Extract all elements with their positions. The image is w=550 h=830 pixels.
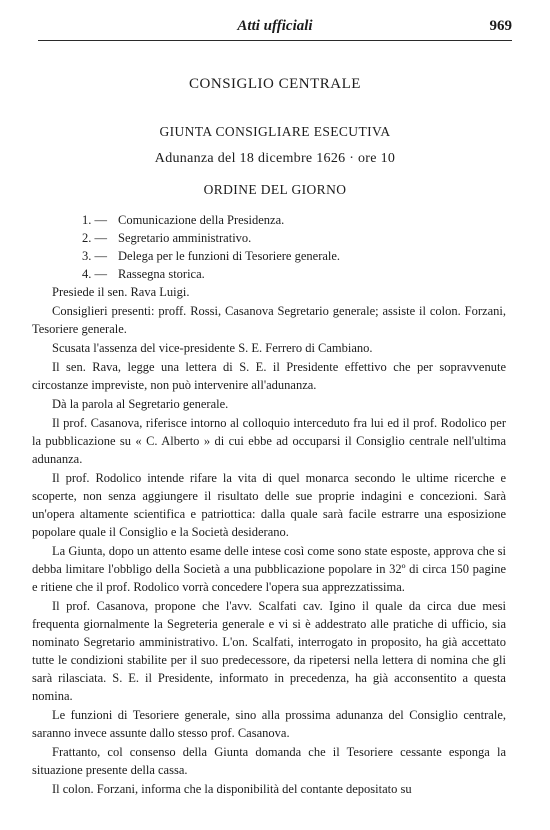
paragraph-floor: Dà la parola al Segretario generale. bbox=[52, 397, 229, 411]
agenda-item-text: Comunicazione della Presidenza. bbox=[118, 213, 285, 227]
document-title: CONSIGLIO CENTRALE bbox=[189, 76, 361, 92]
agenda-item-number: 2. — bbox=[82, 231, 107, 245]
paragraph-colloquio: Il prof. Casanova, riferisce intorno al colloquio interceduto fra lui ed il prof. Rodolico per la pubblicazione su « C. Alberto » di cui ebbe ad occuparsi il Consiglio centrale nell'ultima adunanza. bbox=[32, 416, 506, 466]
agenda-item-number: 4. — bbox=[82, 267, 107, 281]
agenda-item-text: Rassegna storica. bbox=[118, 267, 205, 281]
paragraph-letter: Il sen. Rava, legge una lettera di S. E. il Presidente effettivo che per sopravvenute circostanze impreviste, non può intervenire all'adunanza. bbox=[32, 360, 506, 392]
agenda-list bbox=[82, 211, 340, 283]
agenda-item-text: Delega per le funzioni di Tesoriere generale. bbox=[118, 249, 341, 263]
paragraph-rodolico: Il prof. Rodolico intende rifare la vita di quel monarca secondo le ultime ricerche e scoperte, non senza aggiungere il risultato delle sue proprie indagini e concezioni. Sarà un'opera altamente scientifica e patriottica: dalla quale sarà facile estrarre una esposizione popolare quale il Consiglio e la Società desiderano. bbox=[32, 471, 506, 539]
paragraph-presiding: Presiede il sen. Rava Luigi. bbox=[52, 285, 190, 299]
agenda-item-number: 3. — bbox=[82, 249, 107, 263]
paragraph-absence: Scusata l'assenza del vice-presidente S. E. Ferrero di Cambiano. bbox=[52, 341, 373, 355]
paragraph-giunta: La Giunta, dopo un attento esame delle intese così come sono state esposte, approva che si debba limitare l'obbligo della Società a una pubblicazione popolare in 32º di circa 150 pagine e ritiene che il prof. Rodolico vorrà concedere l'opera sua apprezzatissima. bbox=[32, 544, 506, 594]
paragraph-cash: Frattanto, col consenso della Giunta domanda che il Tesoriere cessante esponga la situazione presente della cassa. bbox=[32, 745, 506, 777]
paragraph-forzani: Il colon. Forzani, informa che la disponibilità del contante depositato su bbox=[52, 782, 412, 796]
agenda-item bbox=[82, 247, 340, 265]
agenda-item-text: Segretario amministrativo. bbox=[118, 231, 252, 245]
paragraph-treasurer: Le funzioni di Tesoriere generale, sino alla prossima adunanza del Consiglio centrale, saranno invece assunte dallo stesso prof. Casanova. bbox=[32, 708, 506, 740]
agenda-item-number: 1. — bbox=[82, 213, 107, 227]
agenda-item bbox=[82, 265, 340, 283]
agenda-heading: ORDINE DEL GIORNO bbox=[203, 182, 347, 197]
running-title: Atti ufficiali bbox=[237, 18, 313, 34]
meeting-date-line: Adunanza del 18 dicembre 1626 · ore 10 bbox=[154, 151, 396, 166]
minutes-body bbox=[32, 283, 506, 798]
paragraph-attendees: Consiglieri presenti: proff. Rossi, Casanova Segretario generale; assiste il colon. Forzani, Tesoriere generale. bbox=[32, 304, 506, 336]
page-number: 969 bbox=[489, 18, 512, 34]
page-header bbox=[38, 18, 512, 41]
agenda-item bbox=[82, 211, 340, 229]
paragraph-nomination: Il prof. Casanova, propone che l'avv. Scalfati cav. Igino il quale da circa due mesi frequenta giornalmente la Segreteria generale e vi si è addestrato alle pratiche di ufficio, sia nominato Segretario amministrativo. L'on. Scalfati, interrogato in proposito, ha già accettato tutte le condizioni stabilite per il suo predecessore, da ripetersi nella lettera di nomina che gli sarà rilasciata. S. E. il Presidente, informato in precedenza, ha già acconsentito a questa nomina. bbox=[32, 599, 506, 703]
agenda-item bbox=[82, 229, 340, 247]
document-subtitle: GIUNTA CONSIGLIARE ESECUTIVA bbox=[159, 124, 391, 139]
